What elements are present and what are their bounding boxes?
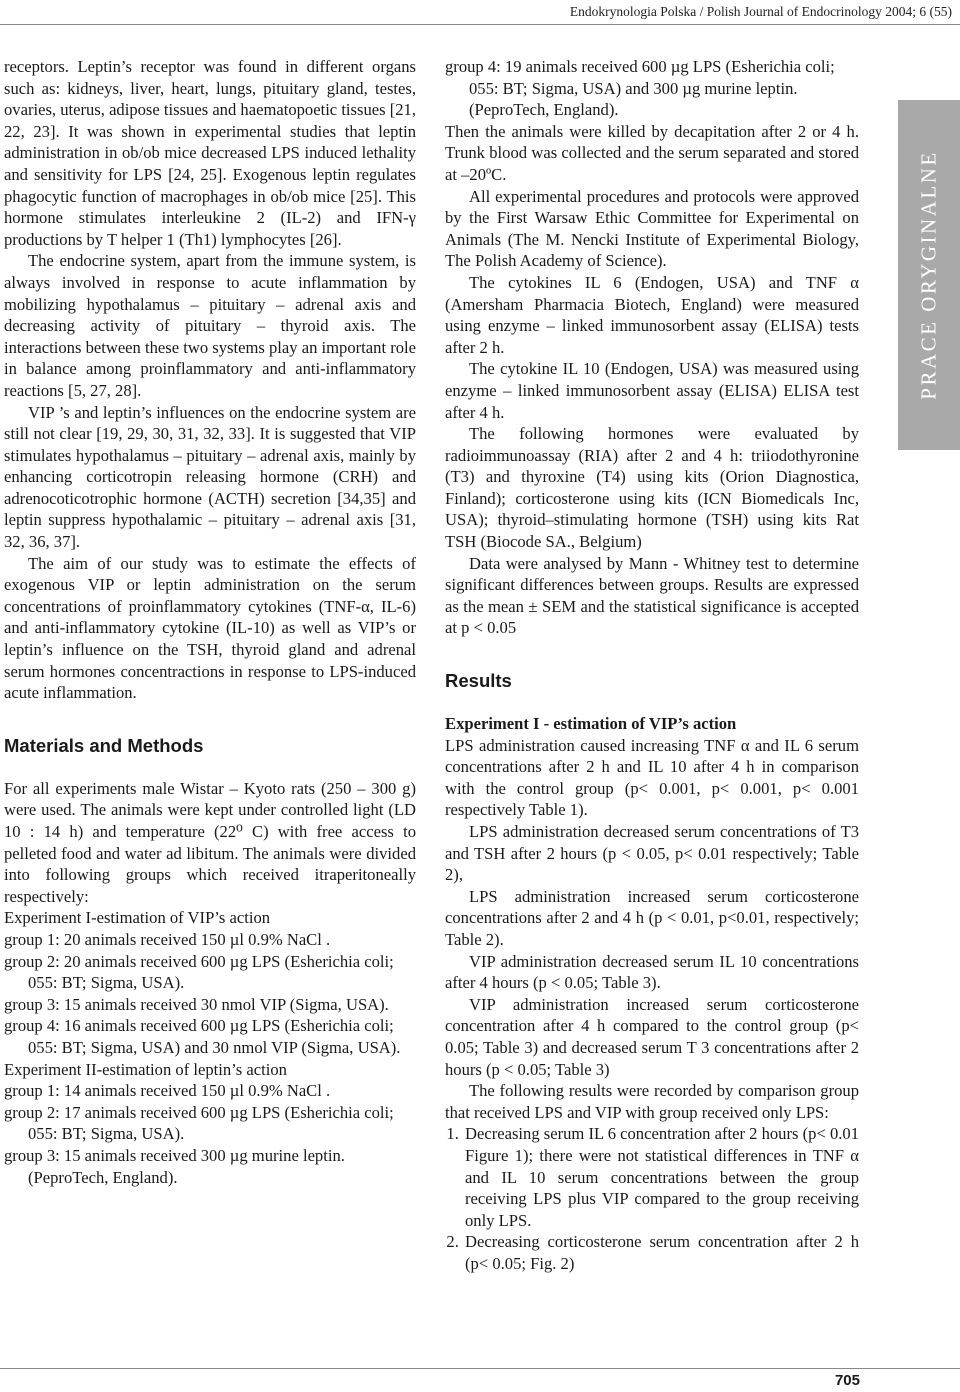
methods-paragraph: For all experiments male Wistar – Kyoto rats (250 – 300 g) were used. The animals were kept under controlled light (LD 10 : 14 h) and temperature (22⁰ C) with free access to pelleted food and water ad libitum. The animals were divided into following groups which received itraperitoneally respectively: [4, 778, 416, 906]
right-column [445, 56, 859, 1274]
cytokine-paragraph: The cytokines IL 6 (Endogen, USA) and TNF α (Amersham Pharmacia Biotech, England) were measured using enzyme – linked immunosorbent assay (ELISA) tests after 2 h. [445, 272, 859, 357]
finding-item: 2. Decreasing corticosterone serum concentration after 2 h (p< 0.05; Fig. 2) [463, 1231, 859, 1274]
result-paragraph-4: VIP administration decreased serum IL 10 concentrations after 4 hours (p < 0.05; Table 3). [445, 951, 859, 993]
exp2-group-item: group 2: 17 animals received 600 µg LPS (Esherichia coli; 055: BT; Sigma, USA). [4, 1102, 394, 1144]
exp2-group-item: group 1: 14 animals received 150 µl 0.9% NaCl . [4, 1081, 331, 1101]
section-sidebar-tab [898, 100, 960, 450]
intro-paragraph-3: VIP ’s and leptin’s influences on the endocrine system are still not clear [19, 29, 30, 31, 32, 33]. It is suggested that VIP stimulates hypothalamus – pituitary – adrenal axis, mainly by enhancing corticotropin releasing hormone (CRH) and adrenocoticotrophic hormone (ACTH) secretion [34,35] and leptin suppress hypothalamic – pituitary – adrenal axis [31, 32, 36, 37]. [4, 402, 416, 552]
results-heading: Results [445, 670, 512, 692]
result-paragraph-5: VIP administration increased serum corticosterone concentration after 4 h compared to the control group (p< 0.05; Table 3) and decreased serum T 3 concentrations after 2 hours (p < 0.05; Table 3) [445, 994, 859, 1079]
exp2-group-4-item: group 4: 19 animals received 600 µg LPS (Esherichia coli; 055: BT; Sigma, USA) and 300 µg murine leptin. (PeproTech, England). [445, 57, 835, 120]
intro-paragraph-1: receptors. Leptin’s receptor was found in different organs such as: kidneys, liver, heart, lungs, pituitary gland, testes, ovaries, uterus, adipose tissues and haematopoetic tissues [21, 22, 23]. It was shown in experimental studies that leptin administration in ob/ob mice decreased LPS induced lethality and sensitivity for LPS [24, 25]. Exogenous leptin regulates phagocytic function of macrophages in ob/ob mice [25]. This hormone stimulates interleukine 2 (IL-2) and IFN-γ productions by T helper 1 (Th1) lymphocytes [26]. [4, 57, 416, 249]
exp1-group-item: group 2: 20 animals received 600 µg LPS (Esherichia coli; 055: BT; Sigma, USA). [4, 951, 394, 993]
il10-paragraph: The cytokine IL 10 (Endogen, USA) was measured using enzyme – linked immunosorbent assay (ELISA) ELISA test after 4 h. [445, 359, 859, 422]
finding-item: 1. Decreasing serum IL 6 concentration after 2 hours (p< 0.01 Figure 1); there were not statistical differences in TNF α and IL 10 serum concentrations between the group receiving LPS plus VIP compared to the group receiving only LPS. [463, 1123, 859, 1231]
procedure-paragraph: Then the animals were killed by decapitation after 2 or 4 h. Trunk blood was collected and the serum separated and stored at –20ºC. [445, 121, 859, 184]
exp1-group-item: group 1: 20 animals received 150 µl 0.9% NaCl . [4, 929, 331, 949]
experiment-1-title: Experiment I-estimation of VIP’s action [4, 908, 271, 928]
findings-list [445, 1123, 859, 1274]
footer-divider [0, 1368, 960, 1369]
exp2-group-item: group 3: 15 animals received 300 µg murine leptin. (PeproTech, England). [4, 1145, 345, 1187]
page-number: 705 [834, 1372, 860, 1389]
intro-paragraph-4: The aim of our study was to estimate the effects of exogenous VIP or leptin administration on the serum concentrations of proinflammatory cytokines (TNF-α, IL-6) and anti-inflammatory cytokine (IL-10) as well as VIP’s or leptin’s influence on the TSH, thyroid gland and adrenal serum hormones concentractions in response to LPS-induced acute inflammation. [4, 553, 416, 703]
result-paragraph-1: LPS administration caused increasing TNF α and IL 6 serum concentrations after 2 h and IL 10 after 4 h in comparison with the control group (p< 0.001, p< 0.001, p< 0.001 respectively Table 1). [445, 735, 859, 820]
ethics-paragraph: All experimental procedures and protocols were approved by the First Warsaw Ethic Committee for Experimental on Animals (The M. Nencki Institute of Experimental Biology, The Polish Academy of Science). [445, 186, 859, 271]
experiment-2-title: Experiment II-estimation of leptin’s action [4, 1059, 287, 1079]
intro-paragraph-2: The endocrine system, apart from the immune system, is always involved in response to acute inflammation by mobilizing hypothalamus – pituitary – adrenal axis and decreasing activity of pituitary – thyroid axis. The interactions between these two systems play an important role in balance among proinflammatory and anti-inflammatory reactions [5, 27, 28]. [4, 251, 416, 400]
section-label: PRACE ORYGINALNE [916, 150, 941, 400]
exp1-group-item: group 4: 16 animals received 600 µg LPS (Esherichia coli; 055: BT; Sigma, USA) and 30 nmol VIP (Sigma, USA). [4, 1016, 401, 1057]
result-paragraph-2: LPS administration decreased serum concentrations of T3 and TSH after 2 hours (p < 0.05, p< 0.01 respectively; Table 2), [445, 822, 859, 885]
statistics-paragraph: Data were analysed by Mann - Whitney test to determine significant differences between groups. Results are expressed as the mean ± SEM and the statistical significance is accepted at p < 0.05 [445, 553, 859, 638]
exp1-group-item: group 3: 15 animals received 30 nmol VIP (Sigma, USA). [4, 994, 389, 1014]
running-header [0, 0, 960, 25]
experiment-1-heading: Experiment I - estimation of VIP’s action [445, 714, 737, 734]
left-column [4, 56, 416, 1188]
result-paragraph-3: LPS administration increased serum corticosterone concentrations after 2 and 4 h (p < 0.01, p<0.01, respectively; Table 2). [445, 886, 859, 949]
journal-citation: Endokrynologia Polska / Polish Journal of Endocrinology 2004; 6 (55) [569, 4, 952, 19]
hormones-paragraph: The following hormones were evaluated by radioimmunoassay (RIA) after 2 and 4 h: triiodothyronine (T3) and thyroxine (T4) using kits (Orion Diagnostica, Finland); corticosterone using kits (ICN Biomedicals Inc, USA); thyroid–stimulating hormone (TSH) using kits Rat TSH (Biocode SA., Belgium) [445, 424, 859, 552]
result-paragraph-6: The following results were recorded by comparison group that received LPS and VIP with group received only LPS: [445, 1081, 859, 1122]
methods-heading: Materials and Methods [4, 734, 204, 756]
